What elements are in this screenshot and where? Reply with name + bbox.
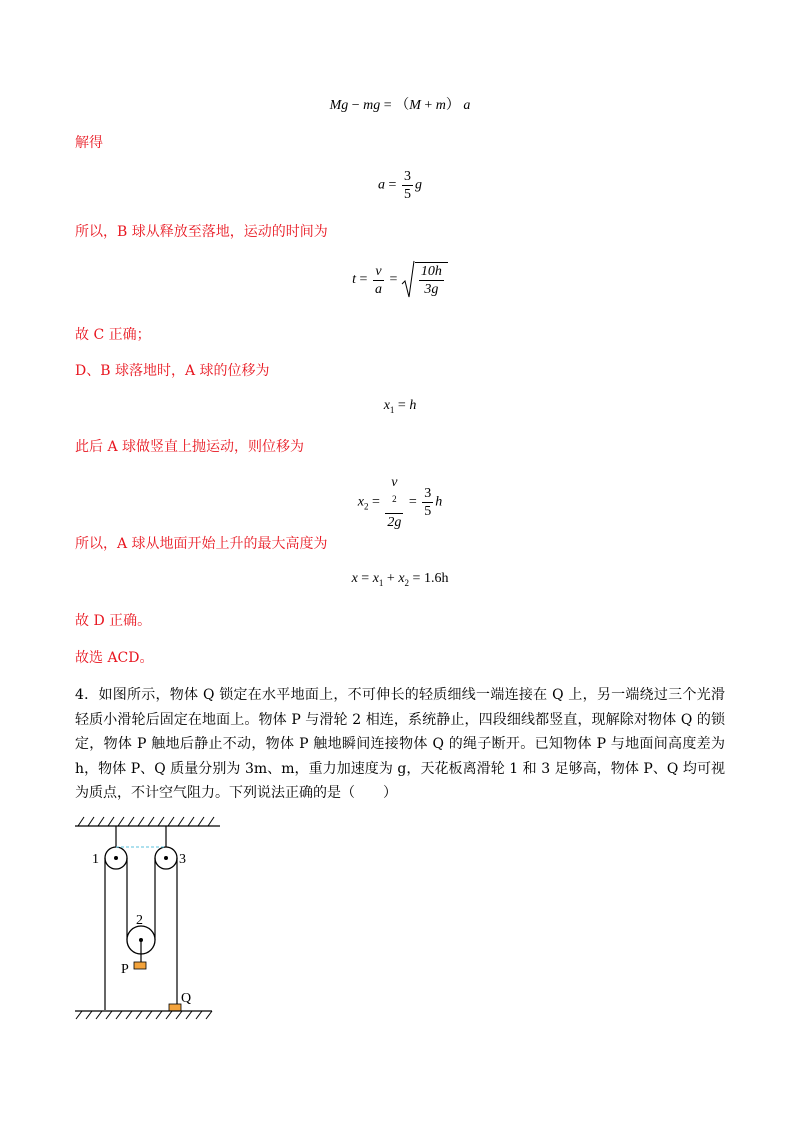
sqrt-expression bbox=[401, 262, 448, 298]
equation-x-total: $x = x_1 + x_2 = 1.6h$ bbox=[351, 571, 449, 588]
eq-x2-h: h bbox=[435, 494, 443, 510]
equation-newton: Mg − mg = （M + m） a bbox=[329, 98, 471, 113]
label-Q: Q bbox=[181, 991, 192, 1006]
eq1-a: a bbox=[463, 98, 471, 113]
frac-3-5 bbox=[402, 168, 413, 203]
eq1-Mg: Mg bbox=[329, 98, 349, 113]
eq1-M: M bbox=[409, 98, 421, 113]
label-pulley-3: 3 bbox=[179, 852, 186, 867]
text-d-intro: D、B 球落地时，A 球的位移为 bbox=[75, 363, 270, 379]
frac-v2-v: v bbox=[391, 475, 398, 490]
equation-time: t = $\frac{v}{a}$ = $\frac{10h}{3g}$ bbox=[0, 262, 800, 298]
text-suoyi-b: 所以，B 球从释放至落地，运动的时间为 bbox=[75, 224, 328, 240]
eq-a-lhs: a bbox=[378, 177, 386, 193]
text-gu-c: 故 C 正确； bbox=[75, 327, 151, 343]
eq-x1-x: x bbox=[383, 398, 390, 413]
frac-a: a bbox=[374, 281, 382, 297]
equation-x2: $x_2$ = v $^2$ 2g = $\frac{3}{5}$ h bbox=[357, 475, 443, 530]
text-jiede: 解得 bbox=[75, 135, 103, 151]
text-suoyi-a: 所以，A 球从地面开始上升的最大高度为 bbox=[75, 536, 328, 552]
frac-v2-sup: 2 bbox=[392, 494, 397, 504]
eq-a-g: g bbox=[414, 177, 422, 193]
eq-x-s1: 1 bbox=[378, 577, 384, 588]
label-pulley-2: 2 bbox=[136, 913, 143, 928]
frac-3-5-h bbox=[422, 485, 433, 520]
frac-3g: 3g bbox=[424, 282, 439, 297]
label-pulley-1: 1 bbox=[92, 852, 99, 867]
eq-x2-sub: 2 bbox=[363, 501, 369, 512]
frac-num: 3 bbox=[403, 169, 411, 184]
frac-v: v bbox=[373, 263, 384, 281]
frac-10h-3g bbox=[419, 263, 444, 298]
eq-x1-h: h bbox=[409, 398, 417, 413]
eq-x1-sub: 1 bbox=[389, 404, 395, 415]
text-cihou: 此后 A 球做竖直上抛运动，则位移为 bbox=[75, 439, 305, 455]
frac-5: 5 bbox=[424, 503, 432, 519]
pulley-diagram bbox=[70, 812, 230, 1027]
sqrt-sign-icon bbox=[401, 260, 415, 300]
label-P: P bbox=[121, 962, 129, 977]
eq-x-s2: 2 bbox=[404, 577, 410, 588]
frac-v-a bbox=[373, 263, 384, 298]
frac-10h: 10h bbox=[420, 264, 442, 279]
equation-x1: $x_1 = h$ bbox=[383, 398, 417, 415]
frac-den: 5 bbox=[403, 187, 411, 202]
eq-x: x bbox=[351, 571, 358, 586]
eq-t-lhs: t bbox=[352, 272, 357, 288]
frac-2g: 2g bbox=[387, 514, 402, 530]
frac-3: 3 bbox=[424, 485, 432, 501]
eq1-m: m bbox=[435, 98, 446, 113]
text-gu-d: 故 D 正确。 bbox=[75, 613, 152, 629]
eq-x-val: 1.6h bbox=[423, 571, 449, 586]
equation-acceleration: a = $\frac{3}{5}$ g bbox=[378, 169, 422, 202]
eq-x-x1: x bbox=[372, 571, 379, 586]
frac-v2-2g bbox=[385, 474, 403, 531]
text-guxuan: 故选 ACD。 bbox=[75, 650, 154, 666]
eq1-mg: mg bbox=[363, 98, 381, 113]
question-4: 4．如图所示，物体 Q 锁定在水平地面上，不可伸长的轻质细线一端连接在 Q 上，另一端绕过三个光滑轻质小滑轮后固定在地面上。物体 P 与滑轮 2 相连，系统静止，四段细线都竖直，现解除对物体 Q 的锁定，物体 P 触地后静止不动，物体 P 触地瞬间连接物体 Q 的绳子断开。已知物体 P 与地面间高度差为 h，物体 P、Q 质量分别为 3m、m，重力加速度为 g，天花板离滑轮 1 和 3 足够高，物体 P、Q 均可视为质点，不计空气阻力。下列说法正确的是（ ） bbox=[75, 687, 725, 801]
eq-x2-x: x bbox=[357, 494, 364, 510]
eq-x-x2: x bbox=[398, 571, 405, 586]
